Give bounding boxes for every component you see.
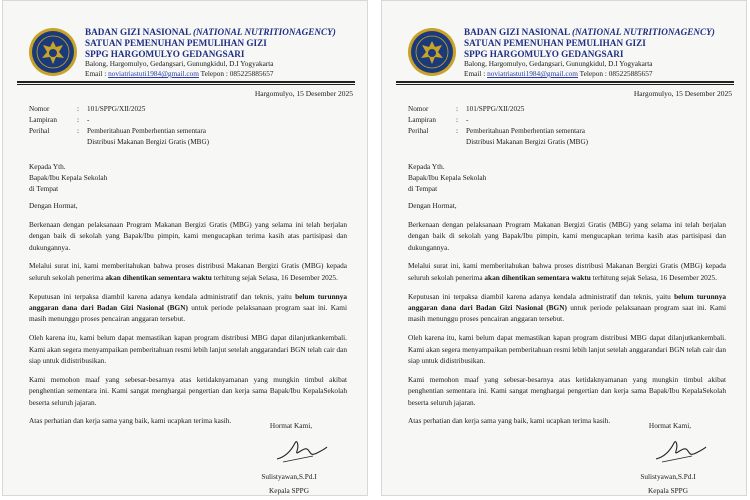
paragraph-3: Keputusan ini terpaksa diambil karena adanya kendala administratif dan teknis, yaitu belum turunnya anggaran dana dari Badan Gizi Nasional (BGN) untuk periode pelaksanaan program saat ini. Kami masih menunggu proses pencairan anggaran tersebut. bbox=[408, 291, 727, 324]
signature-image bbox=[652, 437, 708, 465]
paragraph-4: Oleh karena itu, kami belum dapat memastikan kapan program distribusi MBG dapat dilanjutkankembali. Kami akan segera menyampaikan pemberitahuan resmi lebih lanjut setelah anggarandari BGN telah cair dan siap untuk didistribusikan. bbox=[29, 333, 347, 366]
bgn-emblem-logo bbox=[407, 27, 457, 77]
recipient-block: Kepada Yth. Bapak/Ibu Kepala Sekolah di Tempat bbox=[408, 162, 487, 193]
letter-date: Hargomulyo, 15 Desember 2025 bbox=[254, 89, 353, 98]
paragraph-5: Kami memohon maaf yang sebesar-besarnya atas ketidaknyamanan yang mungkin timbul akibat penghentian sementara ini. Kami sangat menghargai pengertian dan kerja sama Bapak/Ibu KepalaSekolah beserta seluruh jajaran. bbox=[408, 374, 726, 407]
letter-date: Hargomulyo, 15 Desember 2025 bbox=[633, 89, 732, 98]
letter-body bbox=[408, 200, 726, 434]
paragraph-6: Atas perhatian dan kerja sama yang baik, kami ucapkan terima kasih. bbox=[408, 416, 611, 426]
org-name: BADAN GIZI NASIONAL (NATIONAL NUTRITIONAGENCY) bbox=[464, 27, 715, 37]
paragraph-1: Berkenaan dengan pelaksanaan Program Makanan Bergizi Gratis (MBG) yang selama ini telah berjalan dengan baik di sekolah yang Bapak/Ibu pimpin, kami mengucapkan terima kasih atas partisipasi dan dukungannya. bbox=[408, 219, 726, 252]
paragraph-6: Atas perhatian dan kerja sama yang baik, kami ucapkan terima kasih. bbox=[29, 416, 232, 426]
org-name: BADAN GIZI NASIONAL (NATIONAL NUTRITIONAGENCY) bbox=[85, 27, 336, 37]
letter-page-right bbox=[381, 0, 747, 496]
bgn-emblem-logo bbox=[28, 27, 78, 77]
header-divider-thin bbox=[396, 84, 734, 85]
letter-page-left bbox=[2, 0, 368, 496]
meta-row: Perihal : Pemberitahuan Pemberhentian sementara bbox=[408, 127, 585, 135]
closing: Hormat Kami, bbox=[269, 421, 313, 430]
signer-position: Kepala SPPG bbox=[269, 486, 309, 495]
unit-sub: SPPG HARGOMULYO GEDANGSARI bbox=[464, 48, 624, 59]
address: Balong, Hargomulyo, Gedangsari, Gunungkidul, D.I Yogyakarta bbox=[464, 59, 653, 68]
unit-name: SATUAN PEMENUHAN PEMULIHAN GIZI bbox=[85, 38, 267, 48]
phone-number: 085225885657 bbox=[608, 69, 653, 78]
header-divider bbox=[17, 81, 355, 83]
paragraph-3: Keputusan ini terpaksa diambil karena adanya kendala administratif dan teknis, yaitu belum turunnya anggaran dana dari Badan Gizi Nasional (BGN) untuk periode pelaksanaan program saat ini. Kami masih menunggu proses pencairan anggaran tersebut. bbox=[29, 291, 348, 324]
unit-name: SATUAN PEMENUHAN PEMULIHAN GIZI bbox=[464, 38, 646, 48]
meta-row: Distribusi Makanan Bergizi Gratis (MBG) bbox=[87, 138, 210, 146]
paragraph-2: Melalui surat ini, kami memberitahukan bahwa proses distribusi Makanan Bergizi Gratis (MBG) kepada seluruh sekolah penerima akan dihentikan sementara waktu terhitung sejak Selasa, 16 Desember 2025. bbox=[408, 261, 726, 282]
header-divider bbox=[396, 81, 734, 83]
letterhead bbox=[464, 27, 744, 79]
meta-row: Lampiran : - bbox=[29, 116, 90, 124]
paragraph-5: Kami memohon maaf yang sebesar-besarnya atas ketidaknyamanan yang mungkin timbul akibat penghentian sementara ini. Kami sangat menghargai pengertian dan kerja sama Bapak/Ibu KepalaSekolah beserta seluruh jajaran. bbox=[29, 374, 347, 407]
signer-name: Sulistyawan,S.Pd.I bbox=[640, 472, 696, 481]
signer-block bbox=[229, 470, 349, 496]
letter-body bbox=[29, 200, 347, 434]
greeting: Dengan Hormat, bbox=[408, 201, 457, 210]
letter-meta bbox=[408, 104, 588, 148]
meta-row: Lampiran : - bbox=[408, 116, 469, 124]
paragraph-2: Melalui surat ini, kami memberitahukan bahwa proses distribusi Makanan Bergizi Gratis (MBG) kepada seluruh sekolah penerima akan dihentikan sementara waktu terhitung sejak Selasa, 16 Desember 2025. bbox=[29, 261, 347, 282]
email-link[interactable]: noviatriastuti1984@gmail.com bbox=[108, 69, 199, 78]
signer-name: Sulistyawan,S.Pd.I bbox=[261, 472, 317, 481]
contact-line: Email : noviatriastuti1984@gmail.com Telepon : 085225885657 bbox=[464, 69, 653, 78]
signer-block bbox=[608, 470, 728, 496]
email-link[interactable]: noviatriastuti1984@gmail.com bbox=[487, 69, 578, 78]
signer-position: Kepala SPPG bbox=[648, 486, 688, 495]
letter-meta bbox=[29, 104, 209, 148]
contact-line: Email : noviatriastuti1984@gmail.com Telepon : 085225885657 bbox=[85, 69, 274, 78]
recipient-block: Kepada Yth. Bapak/Ibu Kepala Sekolah di Tempat bbox=[29, 162, 108, 193]
header-divider-thin bbox=[17, 84, 355, 85]
meta-row: Nomor : 101/SPPG/XII/2025 bbox=[29, 105, 146, 113]
meta-row: Nomor : 101/SPPG/XII/2025 bbox=[408, 105, 525, 113]
address: Balong, Hargomulyo, Gedangsari, Gunungkidul, D.I Yogyakarta bbox=[85, 59, 274, 68]
unit-sub: SPPG HARGOMULYO GEDANGSARI bbox=[85, 48, 245, 59]
paragraph-1: Berkenaan dengan pelaksanaan Program Makanan Bergizi Gratis (MBG) yang selama ini telah berjalan dengan baik di sekolah yang Bapak/Ibu pimpin, kami mengucapkan terima kasih atas partisipasi dan dukungannya. bbox=[29, 219, 347, 252]
signature-image bbox=[273, 437, 329, 465]
meta-row: Perihal : Pemberitahuan Pemberhentian sementara bbox=[29, 127, 206, 135]
phone-number: 085225885657 bbox=[229, 69, 274, 78]
greeting: Dengan Hormat, bbox=[29, 201, 78, 210]
meta-row: Distribusi Makanan Bergizi Gratis (MBG) bbox=[466, 138, 589, 146]
letterhead bbox=[85, 27, 365, 79]
closing: Hormat Kami, bbox=[648, 421, 692, 430]
paragraph-4: Oleh karena itu, kami belum dapat memastikan kapan program distribusi MBG dapat dilanjutkankembali. Kami akan segera menyampaikan pemberitahuan resmi lebih lanjut setelah anggarandari BGN telah cair dan siap untuk didistribusikan. bbox=[408, 333, 726, 366]
